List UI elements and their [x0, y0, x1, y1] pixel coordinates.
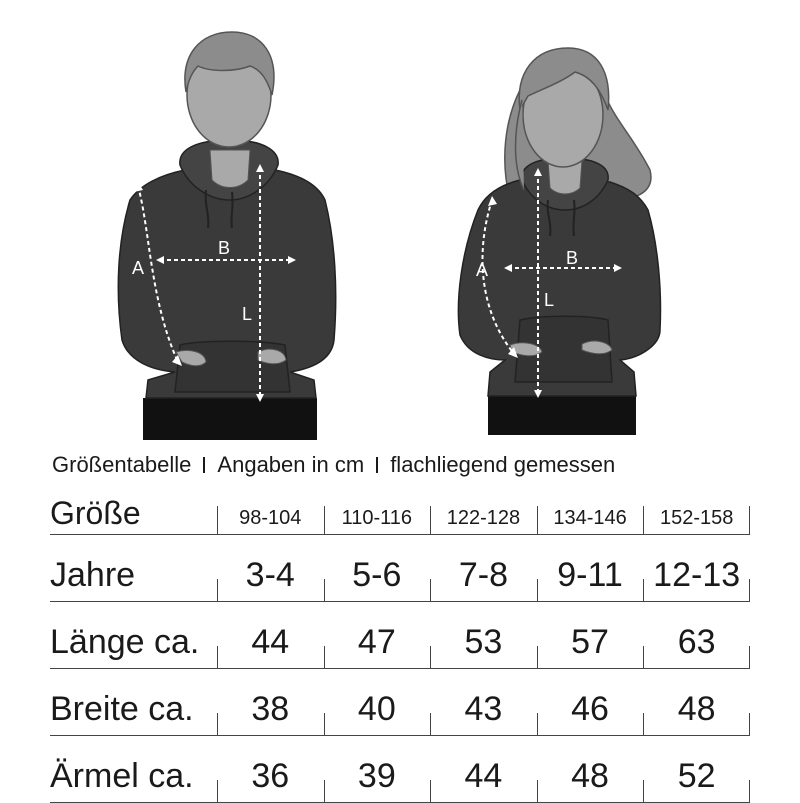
- size-chart-caption: [52, 450, 752, 480]
- table-cell: 40: [324, 669, 431, 736]
- table-cell: 12-13: [643, 535, 750, 602]
- girl-figure: [458, 48, 660, 435]
- table-row-sleeve: [50, 736, 750, 803]
- boy-label-length: L: [242, 304, 253, 324]
- table-row-length: [50, 602, 750, 669]
- table-cell: 53: [430, 602, 537, 669]
- girl-label-width: B: [566, 248, 579, 268]
- table-cell: 39: [324, 736, 431, 803]
- table-cell: 48: [537, 736, 644, 803]
- table-cell: 7-8: [430, 535, 537, 602]
- caption-title: Größentabelle: [52, 452, 192, 477]
- table-cell: 46: [537, 669, 644, 736]
- table-cell: 48: [643, 669, 750, 736]
- boy-pants: [143, 398, 317, 440]
- table-cell: 3-4: [217, 535, 324, 602]
- table-cell: 44: [430, 736, 537, 803]
- size-header-cell: 110-116: [324, 490, 431, 535]
- size-header-cell: 152-158: [643, 490, 750, 535]
- size-header-cell: 98-104: [217, 490, 324, 535]
- row-label: Ärmel ca.: [50, 736, 217, 803]
- size-header-label: Größe: [50, 490, 217, 535]
- size-header-cell: 122-128: [430, 490, 537, 535]
- table-cell: 36: [217, 736, 324, 803]
- row-label: Breite ca.: [50, 669, 217, 736]
- table-cell: 52: [643, 736, 750, 803]
- table-cell: 43: [430, 669, 537, 736]
- size-header-row: [50, 490, 750, 535]
- boy-label-sleeve: A: [132, 258, 145, 278]
- caption-separator: [376, 457, 378, 473]
- girl-pants: [488, 395, 636, 435]
- table-cell: 47: [324, 602, 431, 669]
- table-cell: 5-6: [324, 535, 431, 602]
- girl-label-sleeve: A: [476, 260, 489, 280]
- boy-label-width: B: [218, 238, 231, 258]
- size-table: [50, 490, 750, 803]
- caption-separator: [203, 457, 205, 473]
- table-cell: 9-11: [537, 535, 644, 602]
- table-cell: 44: [217, 602, 324, 669]
- table-row-width: [50, 669, 750, 736]
- table-row-age: [50, 535, 750, 602]
- row-label: Jahre: [50, 535, 217, 602]
- size-header-cell: 134-146: [537, 490, 644, 535]
- row-label: Länge ca.: [50, 602, 217, 669]
- boy-figure: [118, 32, 335, 440]
- table-cell: 57: [537, 602, 644, 669]
- caption-method: flachliegend gemessen: [390, 452, 616, 477]
- table-cell: 63: [643, 602, 750, 669]
- table-cell: 38: [217, 669, 324, 736]
- girl-label-length: L: [544, 290, 555, 310]
- caption-units: Angaben in cm: [217, 452, 365, 477]
